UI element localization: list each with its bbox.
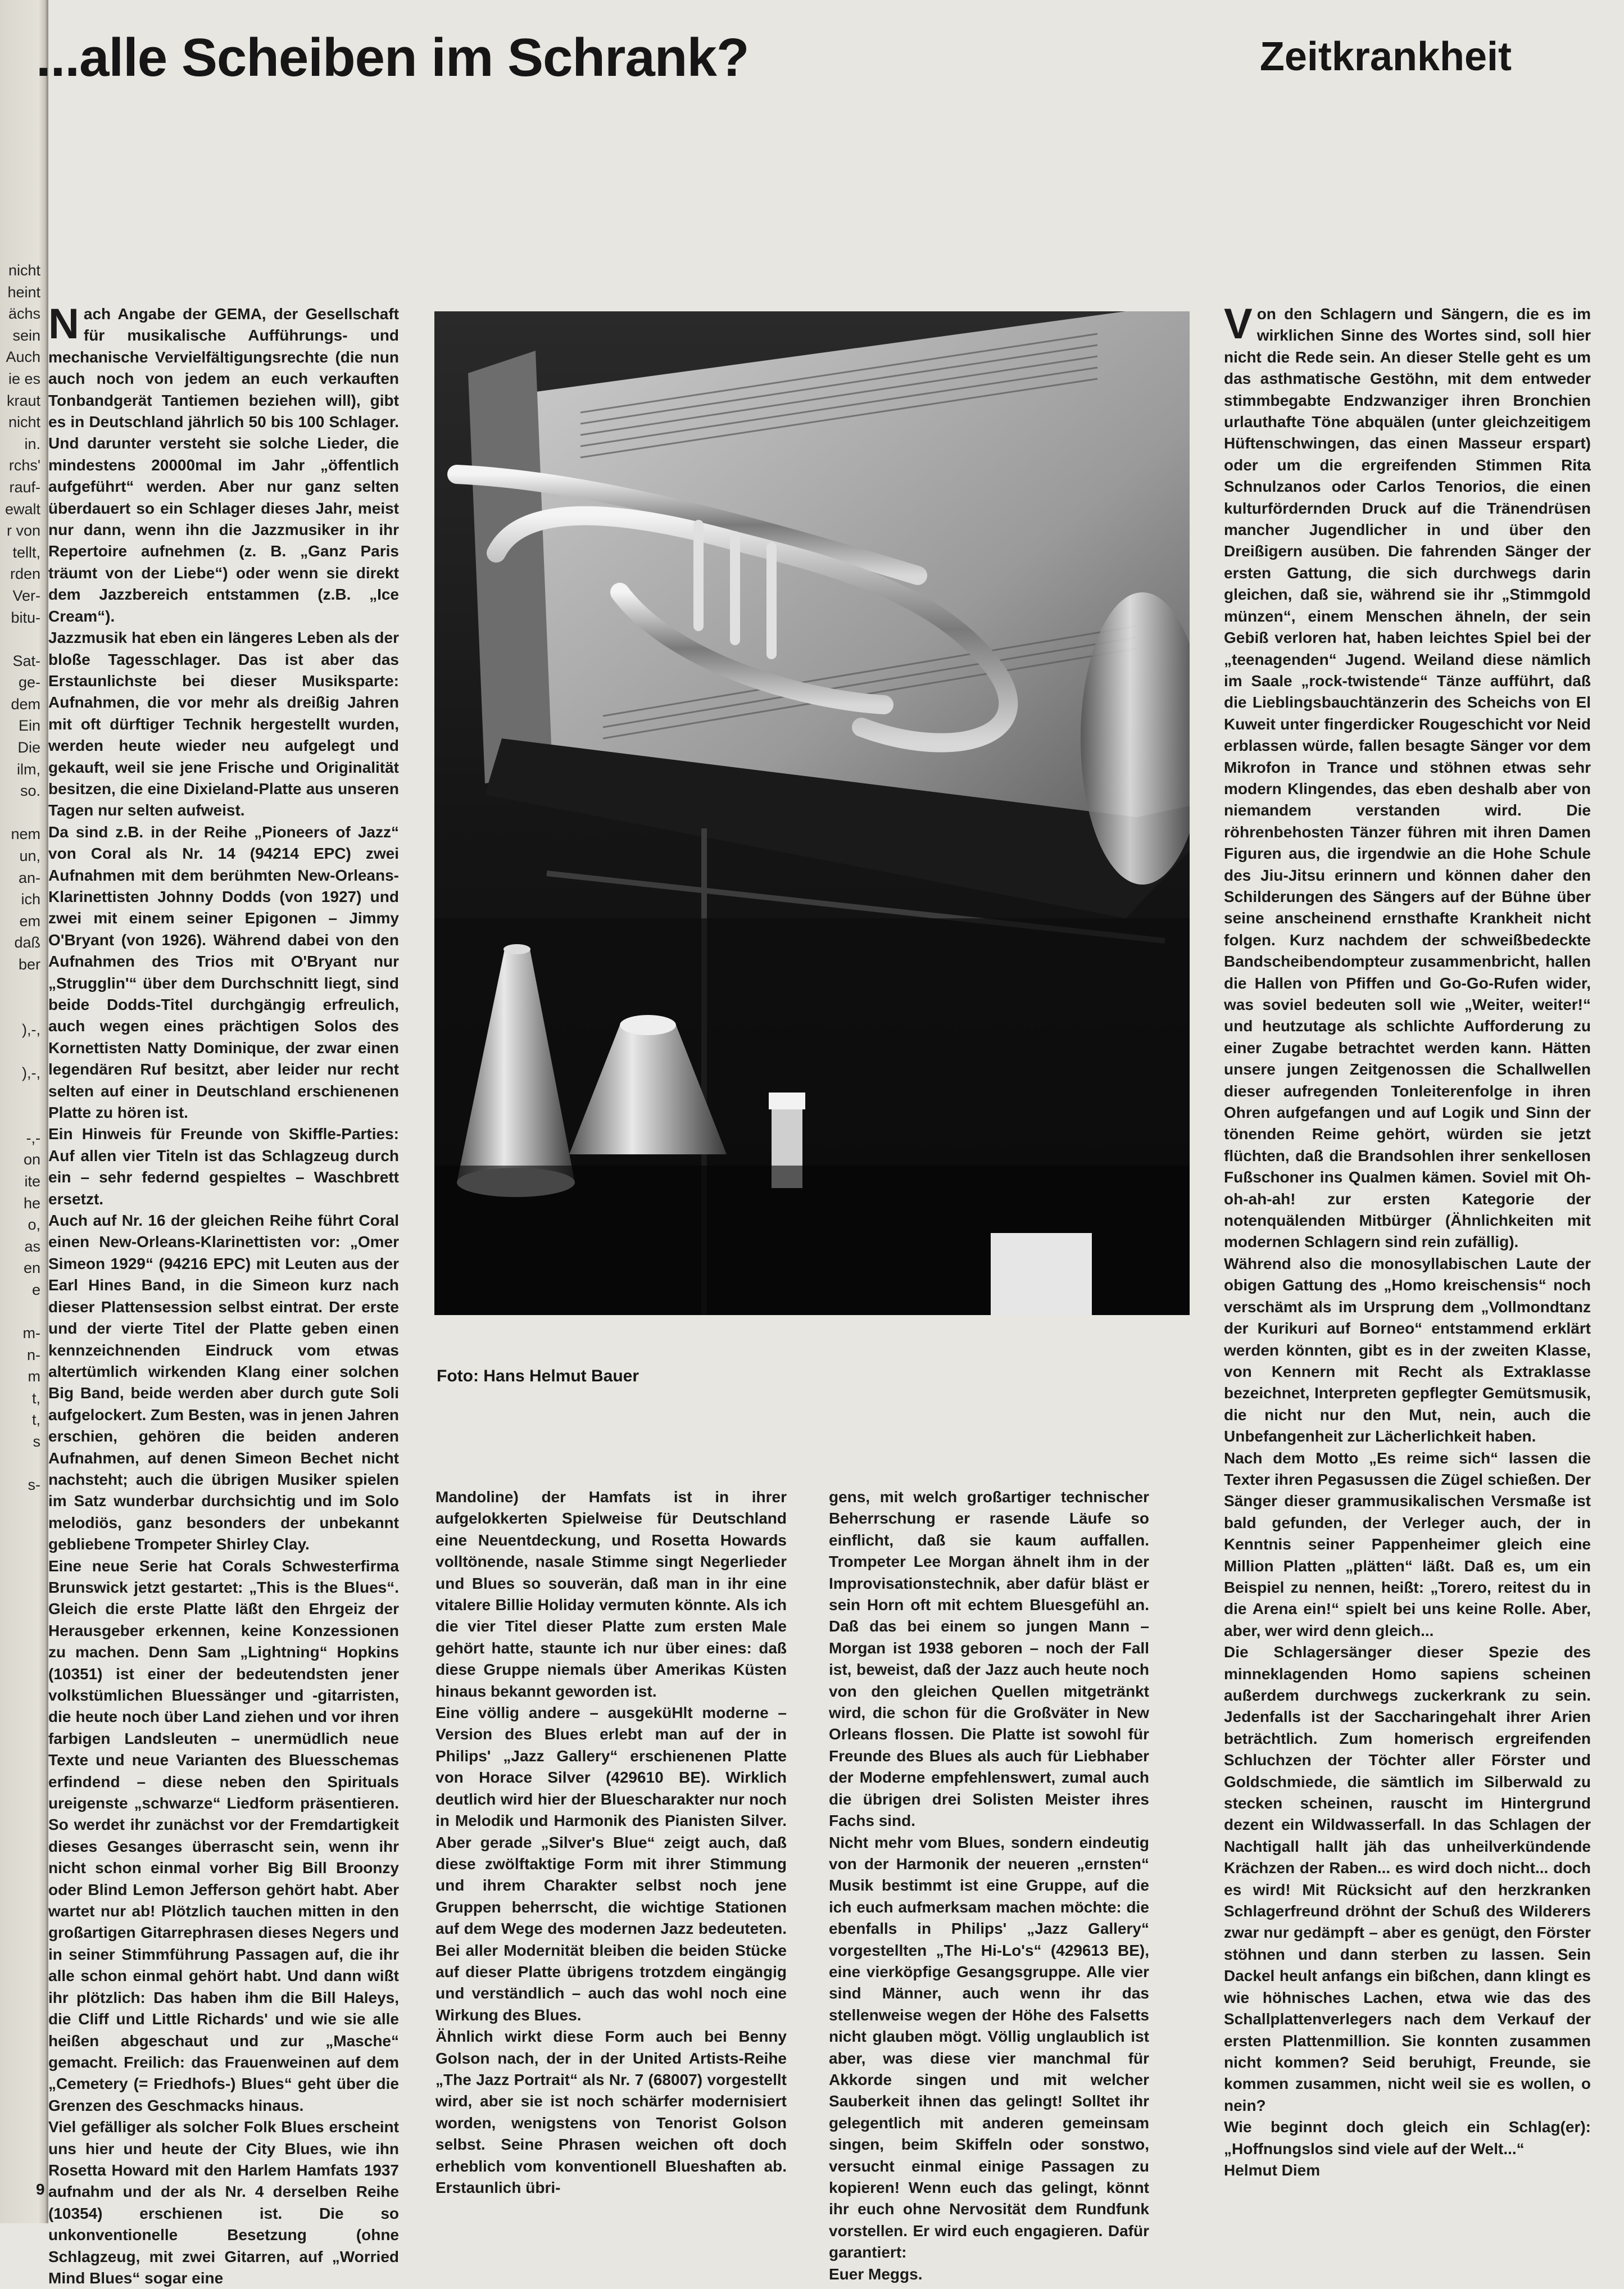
paragraph: gens, mit welch großartiger technischer Beherrschung er rasende Läufe so einflicht, daß sie kaum auffallen. Trompeter Lee Morgan ähnelt ihm in der Improvisationstechnik, aber dafür bläst er sein Horn oft mit echtem Bluesgefühl an. Daß das bei einem so jungen Mann – Morgan ist 1938 geboren – noch der Fall ist, beweist, daß der Jazz auch heute noch von den gleichen Quellen mitgetränkt wird, die schon für die Großväter in New Orleans flossen. Die Platte ist sowohl für Freunde des Blues als auch für Liebhaber der Moderne empfehlenswert, zumal auch die übrigen drei Solisten Meister ihres Fachs sind.	[829, 1488, 1149, 1830]
paragraph: Während also die monosyllabischen Laute der obigen Gattung des „Homo kreischensis“ noch verschämt als im Ursprung dem „Vollmondtanz der Kurikuri auf Borneo“ entstammend erklärt werden könnten, gibt es in der zweiten Klasse, von Kennern mit Recht als Extraklasse bezeichnet, Interpreten gepflegter Gemütsmusik, die nicht nur den Mut, nein, auch die Unbefangenheit zur Lächerlichkeit haben.	[1224, 1254, 1591, 1445]
paragraph: Viel gefälliger als solcher Folk Blues erscheint uns hier und heute der City Blues, wie ihn Rosetta Howard mit den Harlem Hamfats 1937 aufnahm und der als Nr. 4 derselben Reihe (10354) erschienen ist. Die so unkonventionelle Besetzung (ohne Schlagzeug, mit zwei Gitarren, auf „Worried Mind Blues“ sogar eine	[48, 2118, 399, 2287]
section-title: Zeitkrankheit	[1259, 34, 1512, 79]
photo-trumpet-on-music-stand	[434, 311, 1190, 1315]
paragraph: Mandoline) der Hamfats ist in ihrer aufgelokkerten Spielweise für Deutschland eine Neuentdeckung, und Rosetta Howards volltönende, nasale Stimme singt Negerlieder und Blues so souverän, daß man in ihr eine vitalere Billie Holiday vermuten könnte. Als ich die vier Titel dieser Platte zum ersten Male gehört hatte, staunte ich nur über eines: daß diese Gruppe niemals über Amerikas Küsten hinaus bekannt geworden ist.	[436, 1488, 787, 1700]
paragraph: Ein Hinweis für Freunde von Skiffle-Parties: Auf allen vier Titeln ist das Schlagzeug durch ein – sehr federnd gespieltes – Waschbrett ersetzt.	[48, 1125, 399, 1208]
drop-cap: N	[48, 300, 79, 348]
author-signature: Euer Meggs.	[829, 2265, 923, 2283]
paragraph: Nicht mehr vom Blues, sondern eindeutig von der Harmonik der neueren „ernsten“ Musik bestimmt ist eine Gruppe, auf die ich euch aufmerksam machen möchte: die ebenfalls in Philips' „Jazz Gallery“ vorgestellten „The Hi-Lo's“ (429613 BE), eine vierköpfige Gesangsgruppe. Alle vier sind Männer, auch wenn ihr das stellenweise wegen der Höhe des Falsetts nicht glauben mögt. Völlig unglaublich ist aber, was diese vier manchmal für Akkorde singen und mit welcher Sauberkeit ihnen das gelingt! Solltet ihr gelegentlich mit anderen gemeinsam singen, beim Skiffeln oder sonstwo, versucht einmal einige Passagen zu kopieren! Wenn euch das gelingt, könnt ihr euch ohne Nervosität dem Rundfunk vorstellen. Er wird euch engagieren. Dafür garantiert:	[829, 1833, 1149, 2261]
paragraph: Jazzmusik hat eben ein längeres Leben als der bloße Tagesschlager. Das ist aber das Erstaunlichste bei dieser Musiksparte: Aufnahmen, die vor mehr als dreißig Jahren mit oft dürftiger Technik hergestellt wurden, werden heute wieder neu aufgelegt und gekauft, weil sie jene Frische und Originalität besitzen, die eine Dixieland-Platte aus unseren Tagen nur selten aufweist.	[48, 629, 399, 819]
author-signature: Helmut Diem	[1224, 2161, 1321, 2179]
paragraph: Nach Angabe der GEMA, der Gesellschaft für musikalische Aufführungs- und mechanische Vervielfältigungsrechte (die nun auch noch von jedem an euch verkauften Tonbandgerät Tantiemen beziehen will), gibt es in Deutschland jährlich 50 bis 100 Schlager. Und darunter versteht sie solche Lieder, die mindestens 20000mal im Jahr „öffentlich aufgeführt“ werden. Aber nur ganz selten überdauert so ein Schlager dieses Jahr, meist nur dann, wenn ihn die Jazzmusiker in ihr Repertoire aufnehmen (z. B. „Ganz Paris träumt von der Liebe“) oder wenn sie direkt dem Jazzbereich entstammen (z.B. „Ice Cream“).	[48, 300, 399, 625]
paragraph: Von den Schlagern und Sängern, die es im wirklichen Sinne des Wortes sind, soll hier nicht die Rede sein. An dieser Stelle geht es um das asthmatische Gestöhn, mit dem entweder stimmbegabte Endzwanziger ihren Bronchien urlauthafte Töne abquälen (unter gleichzeitigem Hüftenschwingen, das einen Masseur erspart) oder um die ergreifenden Stimmen Rita Schnulzanos oder Carlos Tenorios, die einen kulturfördernden Druck auf die Tränendrüsen mancher Jugendlicher in und über den Dreißigern ausüben. Die fahrenden Sänger der ersten Gattung, die sich durchwegs darin gleichen, daß sie, während sie ihr „Stimmgold münzen“, einem Menschen ähneln, der sein Gebiß verloren hat, haben leichtes Spiel bei der „teenagenden“ Jugend. Weiland diese nämlich im Saale „rock-twistende“ Tänze aufführt, daß die Lieblingsbauchtänzerin des Scheichs von El Kuweit unter fingerdicker Rougeschicht vor Neid erblassen würde, fallen besagte Sänger vor dem Mikrofon in Trance und stöhnen etwas sehr modern Klingendes, das eben deshalb aber von niemandem verstanden wird. Die röhrenbehosten Tänzer führen mit ihren Damen Figuren aus, die irgendwie an die Hohe Schule des Jiu-Jitsu erinnern und können daher den Schilderungen des Sängers auf der Bühne über seine anscheinend ernsthafte Krankheit nicht folgen. Kurz nachdem der schweißbedeckte Bandscheibendompteur zusammenbricht, hallen die Hallen von Pfiffen und Go-Go-Rufen wider, was soviel bedeuten soll wie „Weiter, weiter!“ und heutzutage als schlichte Aufforderung zu einer Zugabe betrachtet werden kann. Hätten unsere jungen Zeitgenossen die Schallwellen dieser aufregenden Tonleiterenfolge in ihren Ohren aufgefangen und auf Logik und Sinn der tönenden Reime gehört, würden sie jetzt flüchten, daß die Brandsohlen ihrer senkellosen Fußschoner ins Qualmen kämen. Soviel mit Oh-oh-ah-ah! zur ersten Kategorie der notenquälenden Mitbürger (Ähnlichkeiten mit modernen Schlagern sind rein zufällig).	[1224, 300, 1591, 1251]
page-number: 9	[36, 2181, 45, 2198]
column-record-reviews-1	[48, 300, 399, 2289]
paragraph: Ähnlich wirkt diese Form auch bei Benny Golson nach, der in der United Artists-Reihe „The Jazz Portrait“ als Nr. 7 (68007) vorgestellt wird, aber sie ist noch schärfer modernisiert worden, wenigstens von Tenorist Golson selbst. Seine Phrasen weichen oft doch erheblich vom konventionell Blueshaften ab. Erstaunlich übri-	[436, 2028, 787, 2196]
paragraph: Auch auf Nr. 16 der gleichen Reihe führt Coral einen New-Orleans-Klarinettisten vor: „Omer Simeon 1929“ (94216 EPC) mit Leuten aus der Earl Hines Band, in die Simeon kurz nach dieser Plattensession selbst eintrat. Der erste und der vierte Titel der Platte geben einen kennzeichnenden Eindruck vom etwas altertümlich wirkenden Klang einer solchen Big Band, beide werden aber durch gute Soli aufgelockert. Zum Besten, was in jenen Jahren erschien, gehören die beiden anderen Aufnahmen, auf denen Simeon Bechet nicht nachsteht; auch die übrigen Musiker spielen im Satz wunderbar durchsichtig und im Solo melodiös, ganz besonders der unbekannt gebliebene Trompeter Shirley Clay.	[48, 1212, 399, 1553]
paragraph: Wie beginnt doch gleich ein Schlag(er): „Hoffnungslos sind viele auf der Welt...“	[1224, 2118, 1591, 2157]
paragraph: Eine neue Serie hat Corals Schwesterfirma Brunswick jetzt gestartet: „This is the Blues“. Gleich die erste Platte läßt den Ehrgeiz der Herausgeber erkennen, keine Konzessionen zu machen. Denn Sam „Lightning“ Hopkins (10351) ist einer der bedeutendsten jener volkstümlichen Bluessänger und -gitarristen, die heute noch über Land ziehen und vor ihren farbigen Landsleuten – unermüdlich neue Texte und neue Varianten des Bluesschemas erfindend – diese neben den Spirituals ureigenste „schwarze“ Liedform präsentieren. So werdet ihr zunächst vor der Fremdartigkeit dieses Gesanges überrascht sein, wenn ihr nicht schon einmal vorher Big Bill Broonzy oder Blind Lemon Jefferson gehört habt. Aber wartet nur ab! Plötzlich tauchen mitten in den großartigen Gitarrephrasen dieses Negers und in seiner Stimmführung Passagen auf, die ihr alle schon einmal gehört habt. Und dann wißt ihr plötzlich: Das haben ihm die Bill Haleys, die Cliff und Little Richards' und wie sie alle heißen abgeschaut und zur „Masche“ gemacht. Freilich: das Frauenweinen auf dem „Cemetery (= Friedhofs-) Blues“ geht über die Grenzen des Geschmacks hinaus.	[48, 1557, 399, 2114]
adjacent-page-text-fragments: nicht heint ächs sein Auch ie es kraut nicht in. rchs' rauf- ewalt r von tellt, rden Ver- bitu- Sat- ge- dem Ein Die ilm, so. nem un, an- ich em daß ber ),-, ),-, -,- on ite he o, as en e m- n- m t, t, s s-	[4, 262, 40, 1494]
paragraph: Da sind z.B. in der Reihe „Pioneers of Jazz“ von Coral als Nr. 14 (94214 EPC) zwei Aufnahmen mit dem berühmten New-Orleans-Klarinettisten Johnny Dodds (von 1927) und zwei mit einem seiner Epigonen – Jimmy O'Bryant (von 1926). Während dabei von den Aufnahmen des Trios mit O'Bryant nur „Strugglin'“ über dem Durchschnitt liegt, sind beide Dodds-Titel durchgängig erfreulich, auch wegen eines prächtigen Solos des Kornettisten Natty Dominique, der zwar einen legendären Ruf besitzt, aber leider nur recht selten auf einer in Deutschland erschienenen Platte zu hören ist.	[48, 823, 399, 1122]
column-zeitkrankheit	[1224, 300, 1591, 2181]
column-record-reviews-2	[436, 1486, 787, 2199]
paragraph: Eine völlig andere – ausgeküHlt moderne – Version des Blues erlebt man auf der in Philips' „Jazz Gallery“ erschienenen Platte von Horace Silver (429610 BE). Wirklich deutlich wird hier der Bluescharakter nur noch in Melodik und Harmonik des Pianisten Silver. Aber gerade „Silver's Blue“ zeigt auch, daß diese zwölftaktige Form mit ihrer Stimmung und ihrem Charakter selbst noch jene Gruppen beherrscht, die wichtige Stationen auf dem Wege des modernen Jazz bedeuteten. Bei aller Modernität bleiben die beiden Stücke auf dieser Platte übrigens trotzdem eingängig und verständlich – auch das wohl noch eine Wirkung des Blues.	[436, 1704, 787, 2024]
adjacent-page-edge	[0, 0, 48, 2223]
photo-credit: Foto: Hans Helmut Bauer	[437, 1367, 639, 1385]
trumpet-photo-image	[434, 311, 1190, 1315]
column-record-reviews-3	[829, 1486, 1149, 2285]
article-headline: ...alle Scheiben im Schrank?	[36, 28, 749, 88]
drop-cap: V	[1224, 300, 1253, 348]
paragraph: Die Schlagersänger dieser Spezie des minneklagenden Homo sapiens scheinen außerdem durchwegs zuckerkrank zu sein. Jedenfalls ist der Saccharingehalt ihrer Arien beträchtlich. Zum homerisch ergreifenden Schluchzen der Töchter aller Förster und Goldschmiede, die sämtlich im Silberwald zu stecken scheinen, rauscht im Hintergrund dezent ein Wildwasserfall. In das Schlagen der Nachtigall hallt jäh das unheilverkündende Krächzen der Raben... es wird doch nicht... doch es wird! Mit Rücksicht auf den herzkranken Schlagerfreund dröhnt der Schuß des Wilderers zwar nur gedämpft – aber es genügt, den Förster stöhnen und dann sterben zu lassen. Sein Dackel heult anfangs ein bißchen, dann klingt es wie höhnisches Lachen, etwa wie das des Schallplattenverlegers nach dem Verkauf der ersten Plattenmillion. Sie konnten zusammen nicht kommen? Seid beruhigt, Freunde, sie kommen zusammen, nicht weil sie es wollen, o nein?	[1224, 1643, 1591, 2114]
paragraph: Nach dem Motto „Es reime sich“ lassen die Texter ihren Pegasussen die Zügel schießen. Der Sänger dieser grammusikalischen Versmaße ist bald gefunden, der Verleger auch, der in Kenntnis seiner Pappenheimer gleich eine Million Platten „plätten“ läßt. Daß es, um ein Beispiel zu nennen, heißt: „Torero, reitest du in die Arena ein!“ spielt bei uns keine Rolle. Aber, aber, wer wird denn gleich...	[1224, 1449, 1591, 1639]
